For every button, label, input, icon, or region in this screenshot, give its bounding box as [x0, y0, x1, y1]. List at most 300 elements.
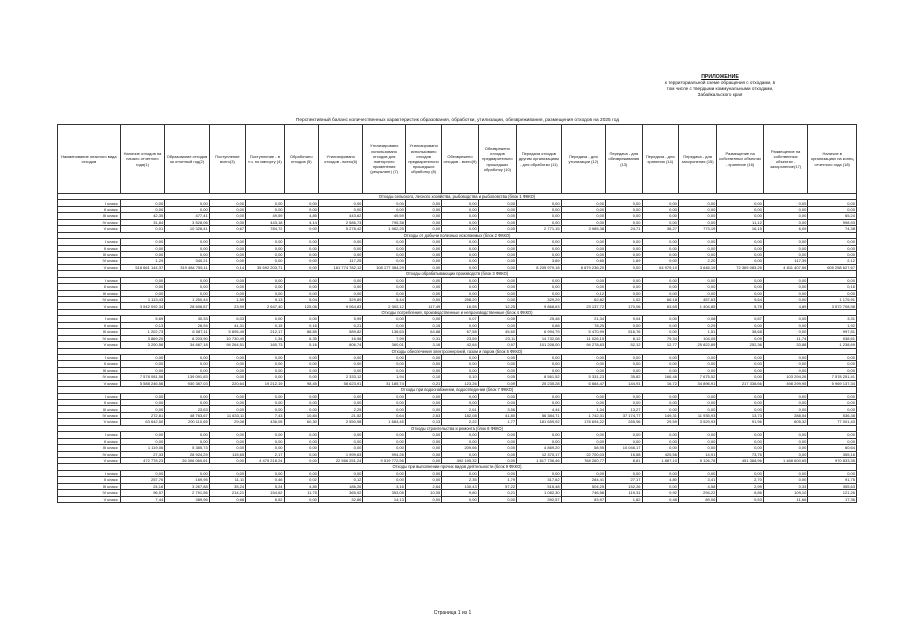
value-cell: 0,00 — [405, 367, 441, 373]
value-cell: 0,00 — [478, 264, 516, 270]
value-cell: 0,00 — [642, 329, 678, 335]
value-cell: 457,63 — [678, 297, 716, 303]
value-cell: 0,00 — [517, 239, 562, 245]
value-cell: 0,00 — [478, 432, 516, 438]
hazard-class-cell: II класс — [58, 400, 121, 406]
value-cell: 0,00 — [606, 290, 642, 296]
value-cell: 0,00 — [363, 200, 405, 206]
value-cell: 0,00 — [808, 277, 857, 283]
value-cell: 0,00 — [561, 393, 606, 399]
section-title: Отходы потребления, производственные и непроизводственные (блок 4 ФККО) — [58, 309, 857, 315]
value-cell: 0,00 — [318, 432, 363, 438]
value-cell: 294,22 — [678, 490, 716, 496]
value-cell: 0,00 — [763, 470, 808, 476]
value-cell: 768 260,77 — [561, 457, 606, 463]
value-cell: 0,00 — [606, 277, 642, 283]
value-cell: 257,76 — [120, 477, 165, 483]
value-cell: 0,00 — [717, 406, 764, 412]
value-cell: 1,34 — [561, 406, 606, 412]
value-cell: 108 177 384,29 — [363, 264, 405, 270]
value-cell: 0,00 — [284, 457, 318, 463]
hazard-class-cell: IV класс — [58, 297, 121, 303]
value-cell: 1 468 600,65 — [763, 457, 808, 463]
value-cell: 0,00 — [808, 400, 857, 406]
value-cell: 0,00 — [405, 284, 441, 290]
value-cell: 58 623,91 — [318, 380, 363, 386]
hazard-class-cell: V класс — [58, 457, 121, 463]
value-cell: 0,12 — [318, 477, 363, 483]
hazard-class-cell: III класс — [58, 213, 121, 219]
value-cell: 0,00 — [763, 477, 808, 483]
value-cell: 60,64 — [808, 445, 857, 451]
value-cell: 0,00 — [642, 483, 678, 489]
value-cell: 0,16 — [808, 284, 857, 290]
value-cell: 0,00 — [209, 432, 245, 438]
value-cell: 0,09 — [717, 335, 764, 341]
value-cell: 3 646,19 — [678, 264, 716, 270]
value-cell: 56 384,71 — [517, 412, 562, 418]
value-cell: 1,94 — [363, 374, 405, 380]
value-cell: 160,73 — [246, 342, 284, 348]
value-cell: 0,00 — [517, 200, 562, 206]
column-header: Утилизировано использовано отходов для повторного применения (рециклинг) (7) — [363, 125, 405, 194]
value-cell: 2,64 — [405, 483, 441, 489]
value-cell: 0,00 — [808, 432, 857, 438]
value-cell: 0,21 — [405, 380, 441, 386]
value-cell: 17,36 — [808, 496, 857, 502]
value-cell: 0,07 — [442, 316, 478, 322]
value-cell: 3 869,20 — [120, 335, 165, 341]
value-cell: 0,00 — [561, 432, 606, 438]
value-cell: 477,41 — [165, 213, 210, 219]
value-cell: 0,00 — [442, 451, 478, 457]
value-cell: 0,02 — [284, 477, 318, 483]
value-cell: 0,14 — [209, 264, 245, 270]
value-cell: 0,00 — [517, 470, 562, 476]
value-cell: 149,31 — [642, 412, 678, 418]
value-cell: 1 684,45 — [363, 419, 405, 425]
value-cell: 5 385,73 — [165, 445, 210, 451]
value-cell: 0,00 — [405, 226, 441, 232]
value-cell: 0,00 — [363, 361, 405, 367]
value-cell: 0,00 — [678, 206, 716, 212]
value-cell: 181 659,92 — [517, 419, 562, 425]
value-cell: 96,57 — [120, 490, 165, 496]
appendix-line: том числе с твердыми коммунальными отходами, — [666, 86, 774, 91]
value-cell: 298,20 — [442, 297, 478, 303]
column-header: Утилизировано использовано отходов предварительно прошедших обработку (8) — [405, 125, 441, 194]
value-cell: 0,00 — [209, 258, 245, 264]
value-cell: 0,16 — [284, 322, 318, 328]
value-cell: 31 185,74 — [363, 380, 405, 386]
value-cell: 9 868,63 — [517, 303, 562, 309]
value-cell: 117,25 — [318, 258, 363, 264]
value-cell: 0,00 — [763, 239, 808, 245]
value-cell: 0,00 — [165, 432, 210, 438]
value-cell: 0,00 — [561, 213, 606, 219]
value-cell: 121,26 — [808, 490, 857, 496]
value-cell: 3,56 — [478, 406, 516, 412]
value-cell: 65,24 — [808, 213, 857, 219]
value-cell: 57,22 — [478, 483, 516, 489]
value-cell: 0,00 — [442, 400, 478, 406]
hazard-class-cell: II класс — [58, 361, 121, 367]
value-cell: 0,00 — [284, 354, 318, 360]
value-cell: 0,00 — [763, 290, 808, 296]
value-cell: 0,00 — [442, 245, 478, 251]
value-cell: 0,65 — [561, 258, 606, 264]
value-cell: 42,64 — [442, 342, 478, 348]
value-cell: 795,38 — [363, 219, 405, 225]
value-cell: 0,00 — [363, 316, 405, 322]
value-cell: 52,12 — [606, 342, 642, 348]
value-cell: 0,00 — [165, 354, 210, 360]
value-cell: 1,77 — [478, 419, 516, 425]
hazard-class-cell: IV класс — [58, 258, 121, 264]
appendix-block — [620, 74, 820, 98]
value-cell: 0,00 — [209, 354, 245, 360]
value-cell: 0,00 — [642, 316, 678, 322]
value-cell: 0,00 — [561, 438, 606, 444]
hazard-class-cell: II класс — [58, 284, 121, 290]
value-cell: 0,00 — [561, 361, 606, 367]
value-cell: 0,00 — [284, 361, 318, 367]
value-cell: 5 895,49 — [209, 329, 245, 335]
value-cell: 91,75 — [808, 477, 857, 483]
value-cell: 0,00 — [120, 239, 165, 245]
value-cell: 0,00 — [318, 245, 363, 251]
value-cell: 0,00 — [209, 239, 245, 245]
value-cell: 0,00 — [405, 219, 441, 225]
value-cell: 1,69 — [606, 258, 642, 264]
value-cell: 0,53 — [717, 496, 764, 502]
value-cell: 0,00 — [678, 406, 716, 412]
value-cell: 5,16 — [284, 342, 318, 348]
value-cell: 3 572 708,98 — [808, 303, 857, 309]
value-cell: 0,00 — [363, 251, 405, 257]
value-cell: 136,63 — [363, 329, 405, 335]
value-cell: 27,17 — [606, 477, 642, 483]
value-cell: 0,00 — [717, 322, 764, 328]
value-cell: 0,00 — [678, 438, 716, 444]
value-cell: 773,19 — [678, 226, 716, 232]
value-cell: 2 647,40 — [246, 303, 284, 309]
value-cell: 0,00 — [517, 354, 562, 360]
value-cell: 0,00 — [763, 406, 808, 412]
value-cell: 0,00 — [405, 213, 441, 219]
value-cell: 0,00 — [246, 251, 284, 257]
value-cell: 0,00 — [209, 200, 245, 206]
value-cell: 0,00 — [284, 251, 318, 257]
value-cell: 0,00 — [246, 200, 284, 206]
value-cell: 0,00 — [717, 277, 764, 283]
value-cell: 0,00 — [763, 251, 808, 257]
hazard-class-cell: III класс — [58, 329, 121, 335]
value-cell: 6,86 — [717, 490, 764, 496]
value-cell: 2,35 — [442, 477, 478, 483]
value-cell: 0,13 — [120, 322, 165, 328]
value-cell: 0,00 — [246, 284, 284, 290]
value-cell: 0,00 — [318, 367, 363, 373]
value-cell: 83,97 — [561, 496, 606, 502]
value-cell: 0,97 — [478, 342, 516, 348]
value-cell: 0,01 — [120, 226, 165, 232]
value-cell: 0,00 — [606, 361, 642, 367]
value-cell: 1 887,10 — [642, 457, 678, 463]
value-cell: 13,27 — [606, 406, 642, 412]
value-cell: 0,00 — [678, 432, 716, 438]
value-cell: 0,00 — [363, 322, 405, 328]
hazard-class-cell: II класс — [58, 206, 121, 212]
value-cell: 0,00 — [405, 297, 441, 303]
value-cell: 0,00 — [120, 470, 165, 476]
value-cell: 3,31 — [808, 316, 857, 322]
value-cell: 16,72 — [642, 380, 678, 386]
value-cell: 7,43 — [246, 412, 284, 418]
value-cell: 0,00 — [405, 361, 441, 367]
value-cell: 0,00 — [442, 432, 478, 438]
value-cell: 0,00 — [517, 290, 562, 296]
value-cell: 28 608,87 — [165, 303, 210, 309]
value-cell: 22 566 251,24 — [318, 457, 363, 463]
value-cell: 72 369 083,26 — [717, 264, 764, 270]
value-cell: 0,00 — [442, 200, 478, 206]
value-cell: 516 661 144,37 — [120, 264, 165, 270]
value-cell: 0,00 — [284, 290, 318, 296]
value-cell: 4,14 — [284, 219, 318, 225]
value-cell: 0,00 — [517, 213, 562, 219]
value-cell: 498 299,95 — [763, 380, 808, 386]
column-header: Передача отходов другим организациям - для обработки (11) — [517, 125, 562, 194]
value-cell: 516,48 — [517, 483, 562, 489]
value-cell: 0,00 — [606, 245, 642, 251]
value-cell: 252,36 — [717, 342, 764, 348]
hazard-class-cell: V класс — [58, 264, 121, 270]
value-cell: 0,00 — [717, 251, 764, 257]
value-cell: 0,00 — [561, 206, 606, 212]
value-cell: 0,10 — [442, 374, 478, 380]
value-cell: 29,59 — [642, 419, 678, 425]
appendix-line: к территориальной схеме обращения с отходами, в — [664, 80, 776, 85]
value-cell: 0,00 — [678, 354, 716, 360]
value-cell: 0,00 — [678, 367, 716, 373]
value-cell: 1,29 — [120, 258, 165, 264]
column-header: Передача - для обезвреживания (13) — [606, 125, 642, 194]
value-cell: 0,00 — [606, 219, 642, 225]
value-cell: 0,00 — [405, 200, 441, 206]
value-cell: 0,00 — [642, 470, 678, 476]
value-cell: 0,00 — [478, 206, 516, 212]
value-cell: 5,44 — [363, 297, 405, 303]
value-cell: 0,00 — [318, 445, 363, 451]
value-cell: 0,00 — [246, 367, 284, 373]
value-cell: 443,62 — [318, 213, 363, 219]
value-cell: 0,00 — [405, 245, 441, 251]
value-cell: 11,74 — [763, 335, 808, 341]
value-cell: 0,00 — [246, 206, 284, 212]
value-cell: 0,00 — [165, 206, 210, 212]
column-header: Наличие отходов на начало отчетного года(1) — [120, 125, 165, 194]
value-cell: 0,00 — [763, 354, 808, 360]
value-cell: 3,16 — [405, 342, 441, 348]
value-cell: 0,00 — [763, 438, 808, 444]
value-cell: 63,65 — [642, 303, 678, 309]
value-cell: 0,00 — [717, 290, 764, 296]
value-cell: 0,00 — [642, 361, 678, 367]
value-cell: 0,00 — [284, 432, 318, 438]
value-cell: 0,00 — [561, 251, 606, 257]
value-cell: 0,00 — [642, 406, 678, 412]
value-cell: 0,00 — [165, 400, 210, 406]
value-cell: 0,00 — [442, 354, 478, 360]
value-cell: 0,00 — [405, 438, 441, 444]
hazard-class-cell: IV класс — [58, 451, 121, 457]
value-cell: 504,25 — [561, 483, 606, 489]
value-cell: 3 267,88 — [165, 483, 210, 489]
value-cell: 4,89 — [763, 303, 808, 309]
value-cell: 23,59 — [442, 335, 478, 341]
value-cell: 11,75 — [284, 490, 318, 496]
value-cell: 0,00 — [246, 239, 284, 245]
value-cell: 0,00 — [318, 206, 363, 212]
value-cell: 0,00 — [246, 432, 284, 438]
value-cell: 16,15 — [717, 226, 764, 232]
value-cell: 0,00 — [442, 290, 478, 296]
value-cell: 0,00 — [120, 290, 165, 296]
value-cell: 11 935,93 — [678, 412, 716, 418]
value-cell: 0,00 — [246, 470, 284, 476]
value-cell: 0,00 — [678, 277, 716, 283]
value-cell: 0,00 — [284, 316, 318, 322]
value-cell: 0,00 — [478, 239, 516, 245]
value-cell: 340,21 — [165, 258, 210, 264]
value-cell: 0,00 — [606, 264, 642, 270]
value-cell: 0,00 — [405, 251, 441, 257]
value-cell: 98,45 — [284, 380, 318, 386]
value-cell: 42,35 — [120, 213, 165, 219]
value-cell: 0,00 — [478, 277, 516, 283]
value-cell: 0,00 — [209, 438, 245, 444]
value-cell: 0,00 — [606, 200, 642, 206]
value-cell: 0,00 — [561, 277, 606, 283]
value-cell: 5 331,23 — [561, 374, 606, 380]
value-cell: 0,00 — [284, 400, 318, 406]
value-cell: 0,00 — [209, 206, 245, 212]
value-cell: 0,00 — [561, 367, 606, 373]
value-cell: 0,10 — [405, 374, 441, 380]
value-cell: 0,00 — [808, 200, 857, 206]
value-cell: 0,00 — [363, 400, 405, 406]
value-cell: 451 368,96 — [717, 457, 764, 463]
value-cell: 0,00 — [517, 206, 562, 212]
value-cell: 11 026,15 — [561, 335, 606, 341]
hazard-class-cell: III класс — [58, 445, 121, 451]
value-cell: 0,00 — [808, 290, 857, 296]
value-cell: 0,00 — [246, 290, 284, 296]
value-cell: 0,00 — [165, 239, 210, 245]
value-cell: 0,00 — [318, 239, 363, 245]
value-cell: 0,00 — [678, 284, 716, 290]
value-cell: 0,00 — [478, 284, 516, 290]
value-cell: 25 822,89 — [678, 342, 716, 348]
value-cell: 0,00 — [561, 200, 606, 206]
section-title: Отходы строительства и ремонта (блок 8 ФККО) — [58, 425, 857, 431]
value-cell: 0,00 — [808, 245, 857, 251]
hazard-class-cell: I класс — [58, 200, 121, 206]
value-cell: 0,00 — [478, 393, 516, 399]
value-cell: 3,89 — [517, 258, 562, 264]
value-cell: 0,00 — [478, 213, 516, 219]
value-cell: 0,00 — [120, 284, 165, 290]
value-cell: 516,76 — [606, 329, 642, 335]
value-cell: 0,00 — [165, 284, 210, 290]
hazard-class-cell: II класс — [58, 477, 121, 483]
value-cell: 436,05 — [246, 419, 284, 425]
value-cell: 0,00 — [642, 200, 678, 206]
value-cell: 0,00 — [209, 393, 245, 399]
value-cell: 0,00 — [717, 245, 764, 251]
value-cell: 0,29 — [678, 322, 716, 328]
value-cell: 0,00 — [517, 361, 562, 367]
value-cell: 0,00 — [363, 239, 405, 245]
hazard-class-cell: V класс — [58, 380, 121, 386]
value-cell: 6 684,47 — [561, 380, 606, 386]
value-cell: 7 578 251,41 — [808, 374, 857, 380]
value-cell: 0,00 — [246, 354, 284, 360]
value-cell: 5,69 — [120, 316, 165, 322]
value-cell: 784,72 — [246, 226, 284, 232]
value-cell: 0,00 — [405, 316, 441, 322]
value-cell: 0,00 — [478, 445, 516, 451]
value-cell: 0,00 — [284, 226, 318, 232]
column-header: Обработано отходов (5) — [284, 125, 318, 194]
value-cell: 0,00 — [763, 206, 808, 212]
column-header: Образование отходов за отчетный год(2) — [165, 125, 210, 194]
value-cell: 0,87 — [717, 316, 764, 322]
value-cell: 3,16 — [363, 483, 405, 489]
value-cell: 103 294,26 — [763, 374, 808, 380]
value-cell: 0,00 — [642, 354, 678, 360]
value-cell: 41,31 — [209, 322, 245, 328]
value-cell: 806,74 — [318, 342, 363, 348]
value-cell: 536,38 — [808, 412, 857, 418]
hazard-class-cell: IV класс — [58, 490, 121, 496]
value-cell: 14 732,08 — [517, 335, 562, 341]
value-cell: 0,92 — [642, 490, 678, 496]
value-cell: 1,59 — [209, 297, 245, 303]
value-cell: 144,91 — [606, 380, 642, 386]
hazard-class-cell: IV класс — [58, 335, 121, 341]
value-cell: 5 588 246,56 — [120, 380, 165, 386]
value-cell: 0,00 — [763, 451, 808, 457]
value-cell: 0,00 — [642, 393, 678, 399]
value-cell: 997,51 — [808, 329, 857, 335]
column-header: Передача - для хранения (14) — [642, 125, 678, 194]
value-cell: 0,00 — [763, 213, 808, 219]
value-cell: 0,00 — [717, 361, 764, 367]
hazard-class-cell: I класс — [58, 354, 121, 360]
section-title: Отходы при водоснабжении, водоотведении (блок 7 ФККО) — [58, 387, 857, 393]
value-cell: 0,00 — [478, 457, 516, 463]
value-cell: 0,00 — [209, 219, 245, 225]
value-cell: 152,26 — [606, 483, 642, 489]
hazard-class-cell: II класс — [58, 438, 121, 444]
value-cell: 0,00 — [405, 451, 441, 457]
value-cell: 0,00 — [517, 245, 562, 251]
value-cell: 0,67 — [209, 226, 245, 232]
value-cell: 35,82 — [606, 374, 642, 380]
value-cell: 0,00 — [606, 354, 642, 360]
